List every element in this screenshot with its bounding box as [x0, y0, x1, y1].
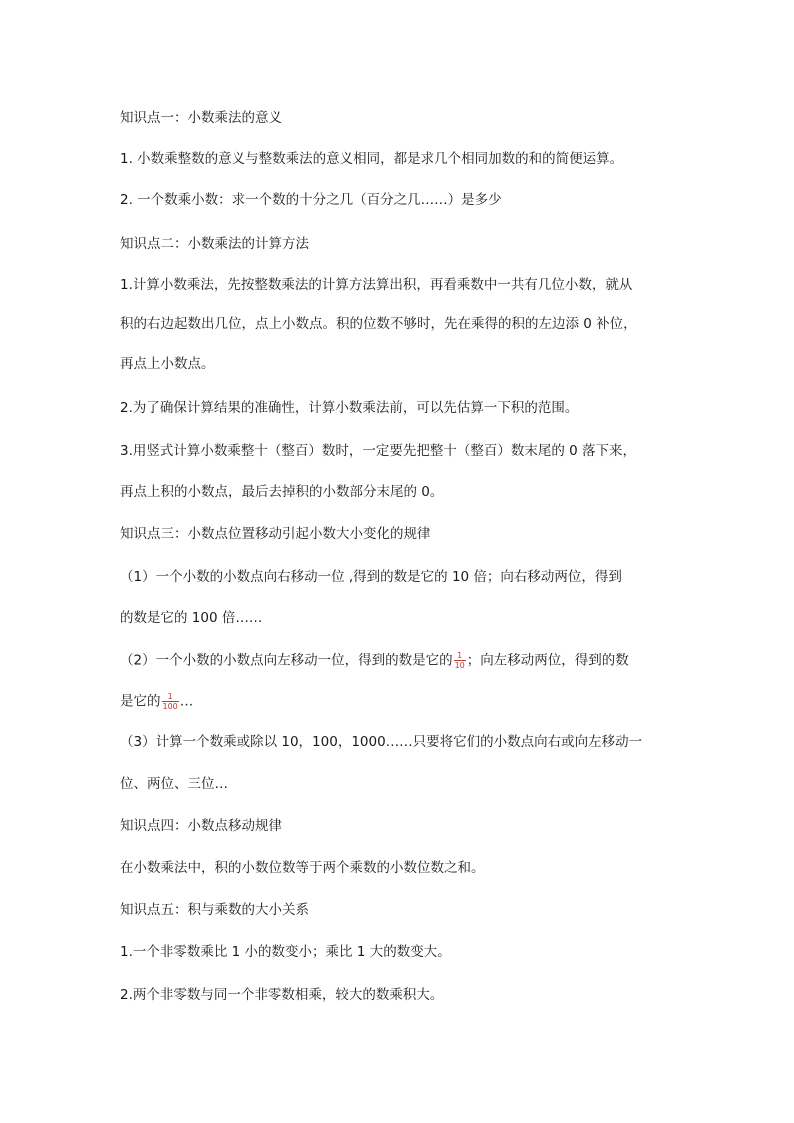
fraction-one-hundredth [162, 692, 179, 711]
paragraph-line: 1.计算小数乘法，先按整数乘法的计算方法算出积，再看乘数中一共有几位小数，就从 [120, 277, 633, 293]
paragraph-line: 的数是它的 100 倍…… [120, 610, 263, 626]
paragraph-line: 积的右边起数出几位，点上小数点。积的位数不够时，先在乘得的积的左边添 0 补位， [120, 316, 637, 332]
fraction-numerator: 1 [454, 651, 466, 661]
heading-knowledge-1: 知识点一：小数乘法的意义 [120, 110, 282, 126]
paragraph-line: 2.为了确保计算结果的准确性，计算小数乘法前，可以先估算一下积的范围。 [120, 400, 579, 416]
paragraph-line: 再点上小数点。 [120, 356, 215, 372]
paragraph-line: （1）一个小数的小数点向右移动一位 ,得到的数是它的 10 倍；向右移动两位，得到 [120, 569, 622, 585]
fraction-denominator: 100 [162, 702, 178, 711]
paragraph-line-with-fraction [120, 651, 700, 670]
paragraph-line: 2.两个非零数与同一个非零数相乘，较大的数乘积大。 [120, 987, 444, 1003]
paragraph-line: 1. 小数乘整数的意义与整数乘法的意义相同，都是求几个相同加数的和的简便运算。 [120, 151, 624, 167]
text-after-fraction: … [179, 693, 194, 710]
heading-knowledge-5: 知识点五：积与乘数的大小关系 [120, 902, 309, 918]
paragraph-line: （3）计算一个数乘或除以 10，100，1000……只要将它们的小数点向右或向左移动一 [120, 734, 643, 750]
fraction-one-tenth [454, 651, 466, 670]
paragraph-line: 再点上积的小数点，最后去掉积的小数部分末尾的 0。 [120, 484, 444, 500]
paragraph-line: 3.用竖式计算小数乘整十（整百）数时，一定要先把整十（整百）数末尾的 0 落下来， [120, 443, 637, 459]
text-after-fraction: ；向左移动两位，得到的数 [466, 652, 629, 669]
paragraph-line: 2. 一个数乘小数：求一个数的十分之几（百分之几……）是多少 [120, 192, 502, 208]
fraction-denominator: 10 [454, 661, 465, 670]
text-before-fraction: （2）一个小数的小数点向左移动一位，得到的数是它的 [120, 652, 453, 669]
paragraph-line: 在小数乘法中，积的小数位数等于两个乘数的小数位数之和。 [120, 860, 485, 876]
paragraph-line-with-fraction [120, 692, 700, 711]
heading-knowledge-3: 知识点三：小数点位置移动引起小数大小变化的规律 [120, 526, 431, 542]
heading-knowledge-4: 知识点四：小数点移动规律 [120, 818, 282, 834]
paragraph-line: 1.一个非零数乘比 1 小的数变小；乘比 1 大的数变大。 [120, 944, 451, 960]
paragraph-line: 位、两位、三位… [120, 776, 228, 792]
heading-knowledge-2: 知识点二：小数乘法的计算方法 [120, 236, 309, 252]
text-before-fraction: 是它的 [120, 693, 161, 710]
fraction-numerator: 1 [162, 692, 179, 702]
